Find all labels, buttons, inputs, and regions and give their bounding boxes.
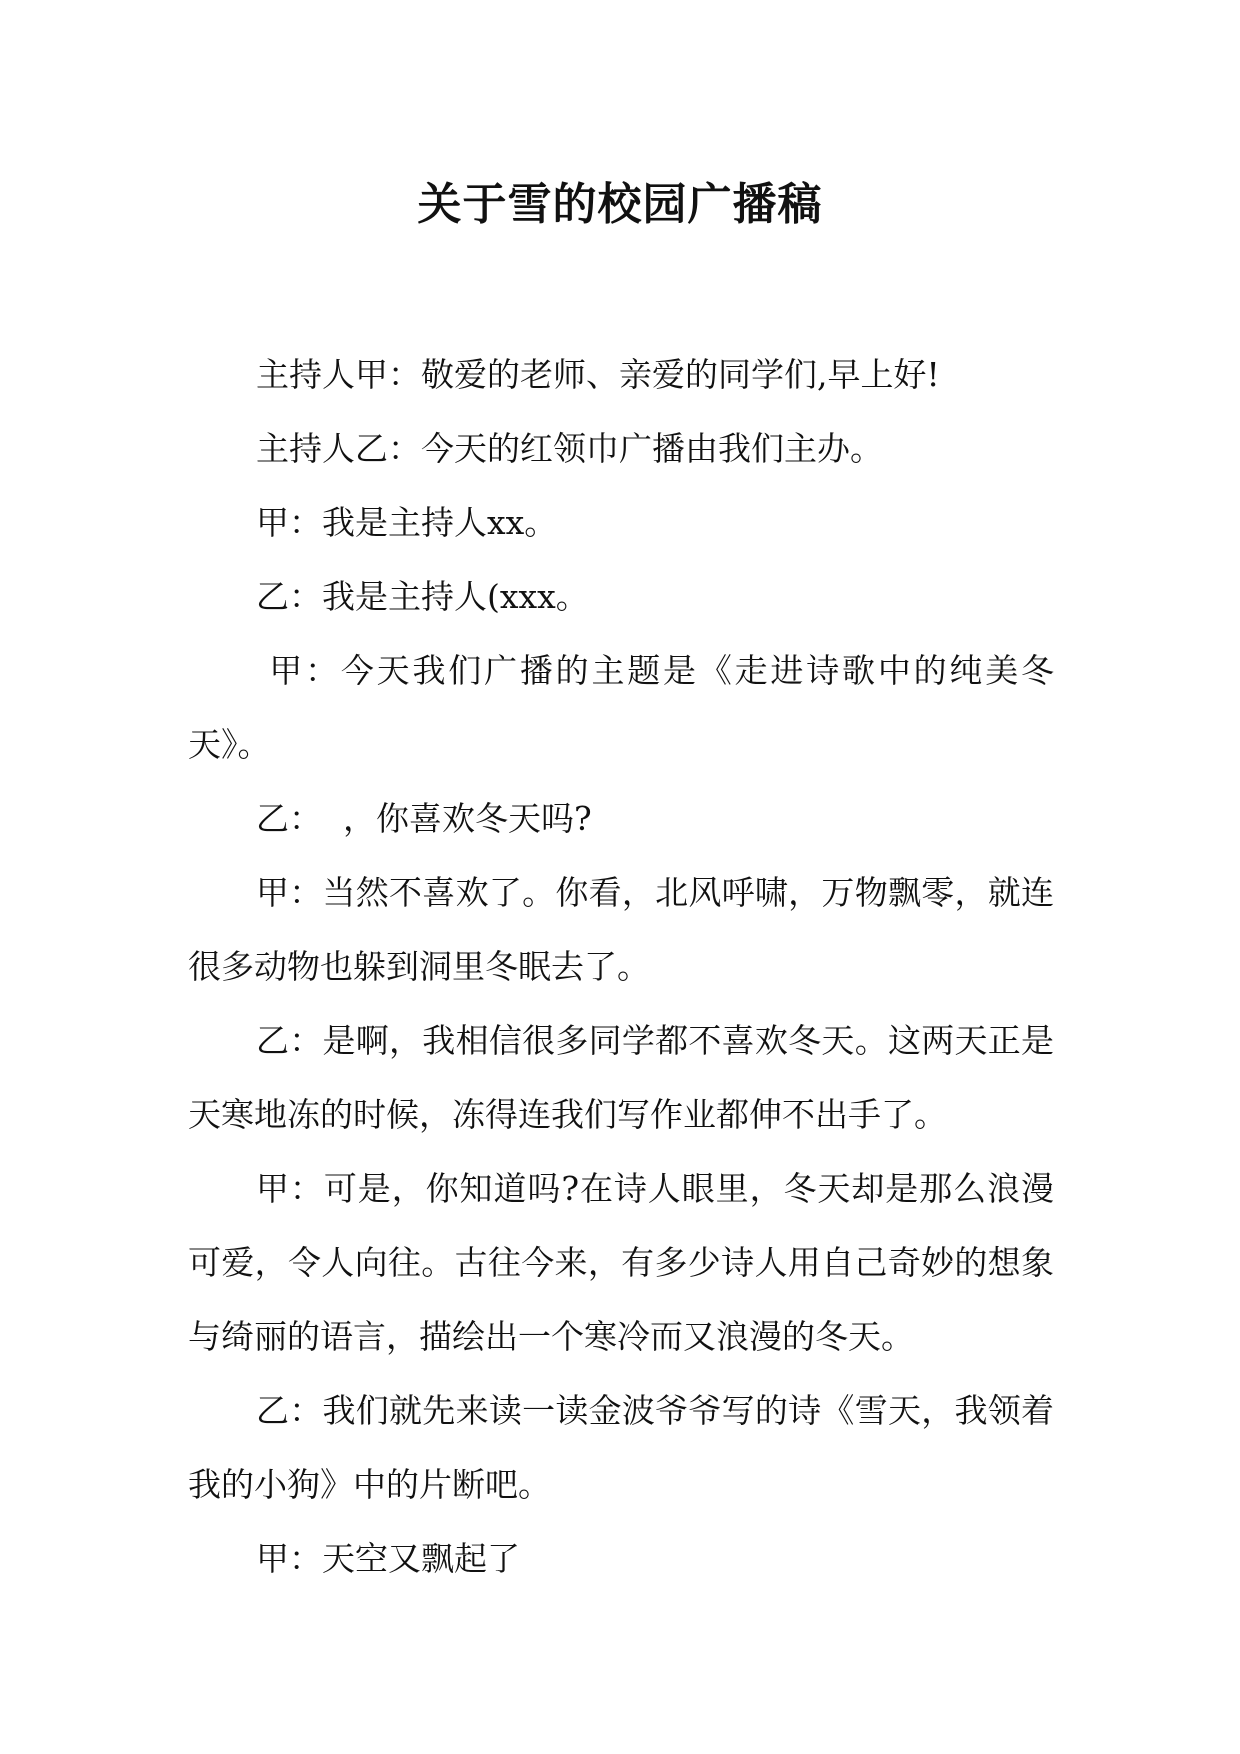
paragraph-b-name: 乙：我是主持人(xxx。 bbox=[256, 577, 589, 616]
paragraph-b-poem-intro: 乙：我们就先来读一读金波爷爷写的诗《雪天，我领着我的小狗》中的片断吧。 bbox=[188, 1391, 1054, 1504]
paragraph-a-answer: 甲：当然不喜欢了。你看，北风呼啸，万物飘零，就连很多动物也躲到洞里冬眠去了。 bbox=[188, 873, 1054, 986]
paragraph-a-name: 甲：我是主持人xx。 bbox=[256, 503, 558, 542]
paragraph-a-poem-start: 甲：天空又飘起了 bbox=[256, 1539, 520, 1578]
paragraph-theme: 甲：今天我们广播的主题是《走进诗歌中的纯美冬天》。 bbox=[188, 651, 1055, 764]
document-body bbox=[188, 338, 1054, 1596]
paragraph-host-b-intro: 主持人乙：今天的红领巾广播由我们主办。 bbox=[256, 429, 883, 468]
paragraph-question: 乙： ，你喜欢冬天吗? bbox=[256, 799, 592, 838]
paragraph-host-a-greeting: 主持人甲：敬爱的老师、亲爱的同学们,早上好! bbox=[256, 355, 940, 394]
document-title: 关于雪的校园广播稿 bbox=[417, 179, 823, 230]
paragraph-a-poets: 甲：可是，你知道吗?在诗人眼里，冬天却是那么浪漫可爱，令人向往。古往今来，有多少诗人用自己奇妙的想象与绮丽的语言，描绘出一个寒冷而又浪漫的冬天。 bbox=[188, 1169, 1054, 1356]
paragraph-b-agree: 乙：是啊，我相信很多同学都不喜欢冬天。这两天正是天寒地冻的时候，冻得连我们写作业都伸不出手了。 bbox=[188, 1021, 1054, 1134]
